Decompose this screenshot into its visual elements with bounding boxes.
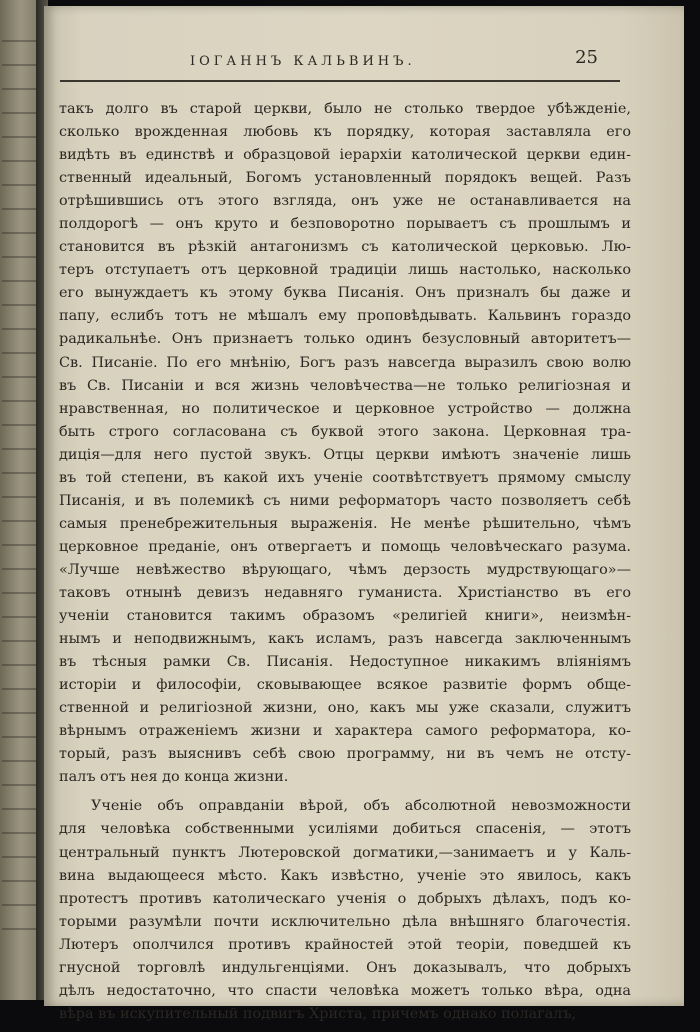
facing-page-text-fragment xyxy=(2,64,38,66)
facing-page-text-fragment xyxy=(2,304,38,306)
facing-page-text-fragment xyxy=(2,256,38,258)
facing-page-text-fragment xyxy=(2,136,38,138)
facing-page-text-fragment xyxy=(2,808,38,810)
text-line: такъ долго въ старой церкви, было не столько твердое убѣжденіе, xyxy=(59,101,631,117)
body-text xyxy=(59,98,631,1026)
facing-page-text-fragment xyxy=(2,544,38,546)
text-line: протестъ противъ католическаго ученія о добрыхъ дѣлахъ, подъ ко- xyxy=(59,890,631,907)
text-line: гнусной торговлѣ индульгенціями. Онъ доказывалъ, что добрыхъ xyxy=(59,959,631,976)
facing-page-text-fragment xyxy=(2,376,38,378)
text-line: папу, еслибъ тотъ не мѣшалъ ему проповѣдывать. Кальвинъ гораздо xyxy=(59,308,631,325)
facing-page-text-fragment xyxy=(2,592,38,594)
page-header xyxy=(44,46,684,76)
text-line: таковъ отнынѣ девизъ недавняго гуманиста. Христіанство въ его xyxy=(59,584,631,601)
text-line: ученіи становится такимъ образомъ «религіей книги», неизмѣн- xyxy=(59,608,631,625)
text-line: нымъ и неподвижнымъ, какъ исламъ, разъ навсегда заключеннымъ xyxy=(59,631,631,648)
facing-page-text-fragment xyxy=(2,712,38,714)
header-rule xyxy=(60,80,620,82)
book-page xyxy=(44,6,684,1022)
text-line: вина выдающееся мѣсто. Какъ извѣстно, ученіе это явилось, какъ xyxy=(59,867,631,884)
facing-page-text-fragment xyxy=(2,832,38,834)
facing-page-text-fragment xyxy=(2,664,38,666)
facing-page-text-fragment xyxy=(2,616,38,618)
text-line: Писанія, и въ полемикѣ съ ними реформаторъ часто позволяетъ себѣ xyxy=(59,492,631,509)
facing-page-text-fragment xyxy=(2,280,38,282)
page-number: 25 xyxy=(575,47,598,68)
facing-page-text-fragment xyxy=(2,760,38,762)
text-line: нравственная, но политическое и церковное устройство — должна xyxy=(59,400,631,417)
text-line: вѣрнымъ отраженіемъ жизни и характера самого реформатора, ко- xyxy=(59,723,631,740)
facing-page-text-fragment xyxy=(2,736,38,738)
facing-page-text-fragment xyxy=(2,40,38,42)
text-line: радикальнѣе. Онъ признаетъ только одинъ безусловный авторитетъ— xyxy=(59,331,631,348)
text-line: теръ отступаетъ отъ церковной традиціи лишь настолько, насколько xyxy=(59,262,631,279)
text-line: палъ отъ нея до конца жизни. xyxy=(59,769,289,786)
facing-page-text-fragment xyxy=(2,856,38,858)
facing-page-text-fragment xyxy=(2,328,38,330)
paragraph xyxy=(59,795,631,1025)
text-line: центральный пунктъ Лютеровской догматики,—занимаетъ и у Каль- xyxy=(59,844,631,861)
text-line: Св. Писаніе. По его мнѣнію, Богъ разъ навсегда выразилъ свою волю xyxy=(59,354,631,371)
facing-page-text-fragment xyxy=(2,424,38,426)
facing-page-text-fragment xyxy=(2,448,38,450)
text-line: видѣть въ единствѣ и образцовой іерархіи католической церкви един- xyxy=(59,147,631,164)
text-line: исторіи и философіи, сковывающее всякое развитіе формъ обще- xyxy=(59,677,631,694)
facing-page-text-fragment xyxy=(2,568,38,570)
facing-page-text-fragment xyxy=(2,928,38,930)
facing-page-text-fragment xyxy=(2,880,38,882)
facing-page-text-fragment xyxy=(2,232,38,234)
running-title: ІОГАННЪ КАЛЬВИНЪ. xyxy=(190,54,416,69)
text-line: его вынуждаетъ къ этому буква Писанія. Онъ призналъ бы даже и xyxy=(59,285,631,302)
facing-page-text-fragment xyxy=(2,112,38,114)
facing-page-text-fragment xyxy=(2,160,38,162)
facing-page-text-fragment xyxy=(2,208,38,210)
text-line: сколько врожденная любовь къ порядку, которая заставляла его xyxy=(59,124,631,141)
text-line: въ тѣсныя рамки Св. Писанія. Недоступное никакимъ вліяніямъ xyxy=(59,654,631,671)
facing-page-text-fragment xyxy=(2,640,38,642)
text-line: диція—для него пустой звукъ. Отцы церкви имѣютъ значеніе лишь xyxy=(59,446,631,463)
text-line: вѣра въ искупительный подвигъ Христа, причемъ однако полагалъ, xyxy=(59,1005,577,1022)
text-line: Ученіе объ оправданіи вѣрой, объ абсолютной невозможности xyxy=(91,798,631,815)
facing-page-text-fragment xyxy=(2,904,38,906)
text-line: дѣлъ недостаточно, что спасти человѣка можетъ только вѣра, одна xyxy=(59,982,631,999)
text-line: торый, разъ выяснивъ себѣ свою программу, ни въ чемъ не отсту- xyxy=(59,746,631,763)
text-line: самыя пренебрежительныя выраженія. Не менѣе рѣшительно, чѣмъ xyxy=(59,515,631,532)
facing-page-text-fragment xyxy=(2,352,38,354)
text-line: быть строго согласована съ буквой этого закона. Церковная тра- xyxy=(59,423,631,440)
text-line: для человѣка собственными усиліями добиться спасенія, — этотъ xyxy=(59,821,631,838)
facing-page-text-fragment xyxy=(2,472,38,474)
text-line: въ Св. Писаніи и вся жизнь человѣчества—не только религіозная и xyxy=(59,377,631,394)
facing-page-text-fragment xyxy=(2,88,38,90)
text-line: «Лучше невѣжество вѣрующаго, чѣмъ дерзость мудрствующаго»— xyxy=(59,561,631,578)
text-line: церковное преданіе, онъ отвергаетъ и помощь человѣческаго разума. xyxy=(59,538,631,555)
text-line: ственный идеальный, Богомъ установленный порядокъ вещей. Разъ xyxy=(59,170,631,187)
text-line: торыми разумѣли почти исключительно дѣла внѣшняго благочестія. xyxy=(59,913,631,930)
facing-page-text-fragment xyxy=(2,688,38,690)
text-line: Лютеръ ополчился противъ крайностей этой теоріи, поведшей къ xyxy=(59,936,631,953)
facing-page-text-fragment xyxy=(2,400,38,402)
text-line: ственной и религіозной жизни, оно, какъ мы уже сказали, служитъ xyxy=(59,700,631,717)
text-line: въ той степени, въ какой ихъ ученіе соотвѣтствуетъ прямому смыслу xyxy=(59,469,631,486)
text-line: полдорогѣ — онъ круто и безповоротно порываетъ съ прошлымъ и xyxy=(59,216,631,233)
facing-page-text-fragment xyxy=(2,784,38,786)
paragraph xyxy=(59,98,631,789)
facing-page-text-fragment xyxy=(2,520,38,522)
facing-page-text-fragment xyxy=(2,184,38,186)
text-line: отрѣшившись отъ этого взгляда, онъ уже не останавливается на xyxy=(59,193,631,210)
text-line: становится въ рѣзкій антагонизмъ съ католической церковью. Лю- xyxy=(59,239,631,256)
facing-page-text-fragment xyxy=(2,496,38,498)
